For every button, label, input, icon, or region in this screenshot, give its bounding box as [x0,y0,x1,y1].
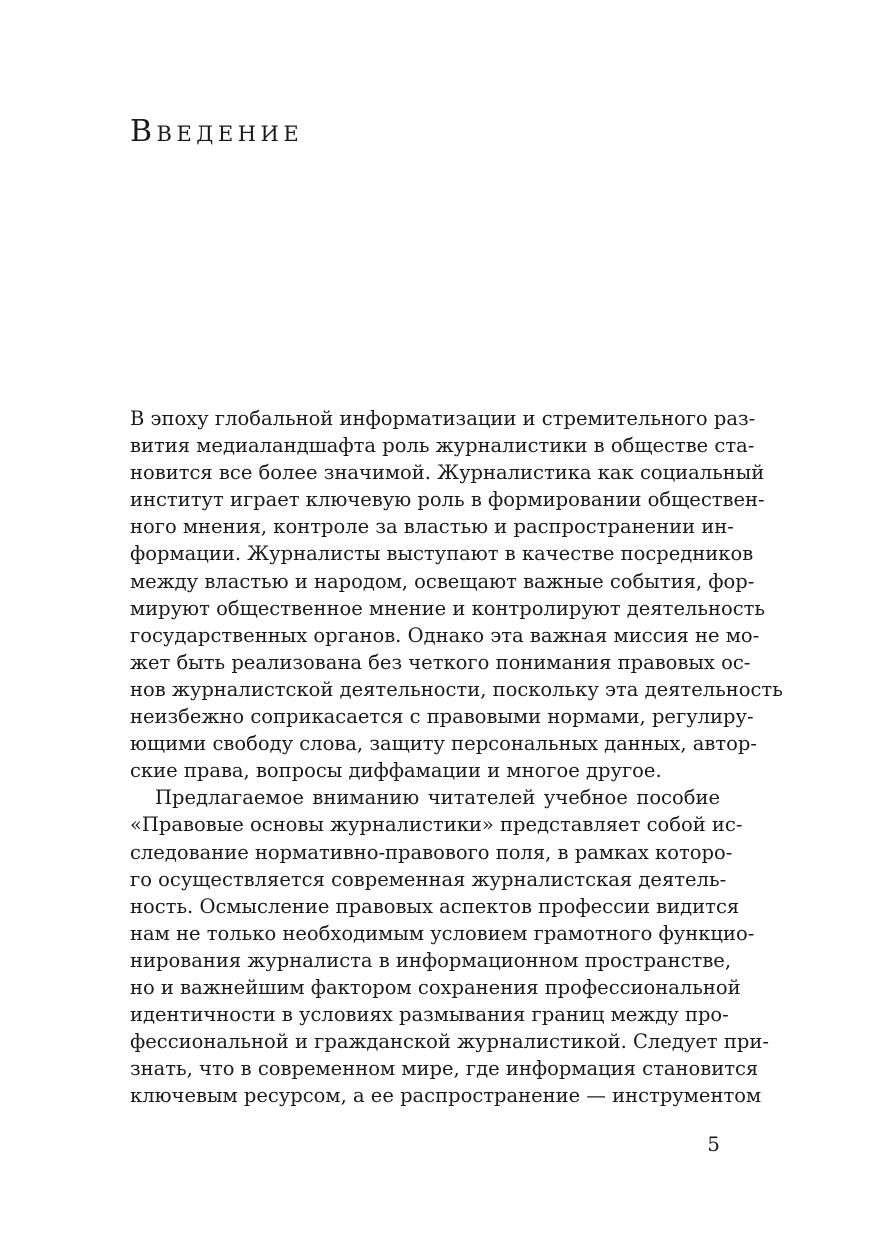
text-line: В эпоху глобальной информатизации и стремительного раз- [130,407,756,430]
text-line: ного мнения, контроле за властью и распространении ин- [130,515,734,539]
text-line: «Правовые основы журналистики» представляет собой ис- [130,813,743,837]
page-number: 5 [707,1132,720,1156]
text-line: знать, что в современном мире, где информация становится [130,1057,759,1081]
body-text [130,405,783,1109]
text-line: фессиональной и гражданской журналистикой. Следует при- [130,1030,769,1054]
text-line: мируют общественное мнение и контролируют деятельность [130,596,766,620]
text-line: нам не только необходимым условием грамотного функцио- [130,921,755,945]
text-line: нирования журналиста в информационном пространстве, [130,948,732,972]
text-line: неизбежно соприкасается с правовыми нормами, регулиру- [130,705,754,729]
paragraph [130,784,769,1109]
paragraph [130,405,783,784]
text-line: вития медиаландшафта роль журналистики в обществе ста- [130,434,755,458]
text-line: ские права, вопросы диффамации и многое другое. [130,759,662,783]
text-line: нов журналистской деятельности, поскольку эта деятельность [130,677,783,701]
chapter-title: Введение [130,114,304,149]
text-line: ющими свободу слова, защиту персональных данных, автор- [130,732,757,756]
text-line: новится все более значимой. Журналистика как социальный [130,461,765,485]
text-line: государственных органов. Однако эта важная миссия не мо- [130,623,760,647]
text-line: жет быть реализована без четкого понимания правовых ос- [130,650,751,674]
text-line: ключевым ресурсом, а ее распространение — инструментом [130,1084,762,1108]
text-line: между властью и народом, освещают важные события, фор- [130,569,755,593]
text-line: но и важнейшим фактором сохранения профессиональной [130,975,741,999]
text-line: го осуществляется современная журналистская деятель- [130,867,727,891]
text-line: следование нормативно-правового поля, в рамках которо- [130,840,733,864]
text-line: институт играет ключевую роль в формировании обществен- [130,488,765,512]
text-line: идентичности в условиях размывания границ между про- [130,1003,729,1027]
text-line: формации. Журналисты выступают в качестве посредников [130,542,754,566]
text-line: Предлагаемое вниманию читателей учебное пособие [155,786,720,810]
text-line: ность. Осмысление правовых аспектов профессии видится [130,894,740,918]
